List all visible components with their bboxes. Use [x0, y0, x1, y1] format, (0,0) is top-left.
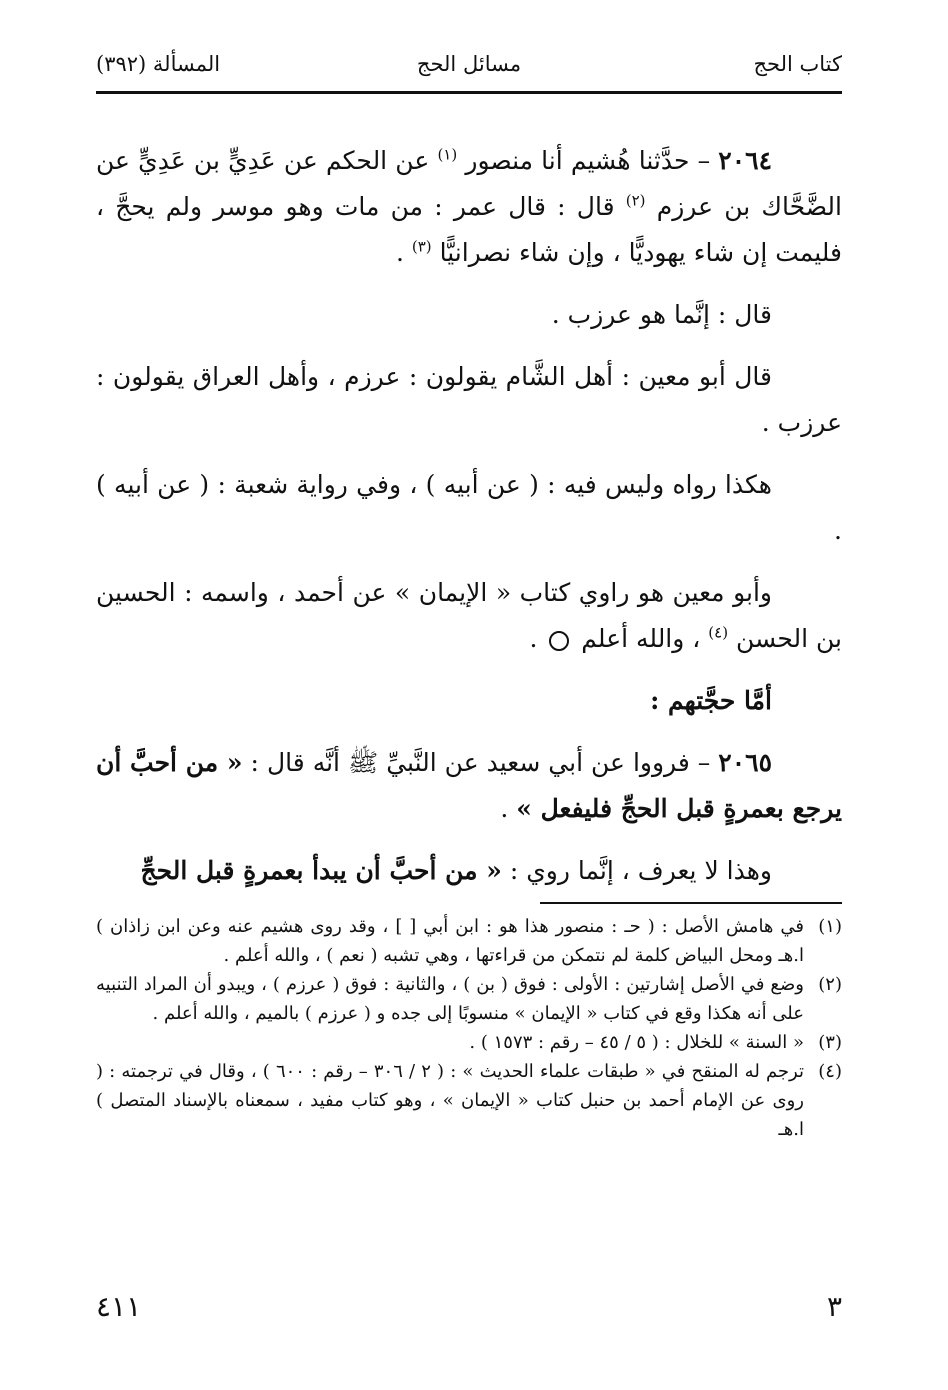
paragraph-text: . [500, 794, 517, 823]
paragraph: قال : إنَّما هو عرزب . [551, 300, 772, 329]
footnote-number: (٣) [818, 1032, 842, 1053]
footnote-ref-4[interactable]: (٤) [708, 623, 729, 642]
end-mark-icon [549, 631, 569, 651]
header-issue-number: المسألة (٣٩٢) [96, 52, 221, 76]
paragraph-abu-maeen [96, 570, 842, 662]
paragraph-text: وأبو معين هو راوي كتاب « الإيمان » عن أحمد ، واسمه : الحسين بن الحسن [96, 578, 842, 653]
paragraph-text: – حدَّثنا هُشيم أنا منصور [457, 146, 719, 175]
footnote-rule [540, 902, 842, 904]
header-book-title: كتاب الحج [753, 52, 842, 76]
paragraph-text: عن الحكم عن عَدِيٍّ بن عَدِيٍّ عن الضَّحَّاك بن عرزم [96, 146, 842, 221]
footnote-2 [96, 970, 842, 1028]
footnote-ref-2[interactable]: (٢) [625, 191, 646, 210]
footnote-text: ترجم له المنقح في « طبقات علماء الحديث » : ( ٢ / ٣٠٦ – رقم : ٦٠٠ ) ، وقال في ترجمته : ( روى عن الإمام أحمد بن حنبل كتاب « الإيمان » ، وهو كتاب مفيد ، سمعناه بالإسناد المتصل ) ا.هـ [96, 1061, 804, 1140]
paragraph: هكذا رواه وليس فيه : ( عن أبيه ) ، وفي رواية شعبة : ( عن أبيه ) . [96, 470, 842, 545]
paragraph-final [96, 848, 842, 894]
footnote-1 [96, 912, 842, 970]
header-chapter-title: مسائل الحج [416, 52, 522, 76]
footnote-number: (١) [818, 916, 842, 937]
page-number: ٤١١ [96, 1290, 142, 1323]
paragraph-2065 [96, 740, 842, 832]
header-rule [96, 91, 842, 94]
volume-number: ٣ [826, 1290, 842, 1323]
footnote-3 [96, 1028, 842, 1057]
paragraph-text: قال : قال عمر : من مات وهو موسر ولم يحجَّ ، فليمت إن شاء يهوديًّا ، وإن شاء نصرانيًّا [96, 192, 842, 267]
hadith-number: ٢٠٦٥ [718, 748, 772, 777]
main-text [96, 138, 842, 894]
footnote-number: (٤) [818, 1061, 842, 1082]
footnote-text: وضع في الأصل إشارتين : الأولى : فوق ( بن ) ، والثانية : فوق ( عرزم ) ، ويبدو أن المراد التنبيه على أنه هكذا وقع في كتاب « الإيمان » منسوبًا إلى جده و ( عرزم ) بالميم ، والله أعلم . [96, 974, 804, 1024]
footnote-ref-3[interactable]: (٣) [411, 237, 432, 256]
hadith-quote: « من أحبَّ أن يبدأ بعمرةٍ قبل الحجِّ [140, 856, 502, 885]
hadith-quote: « من أحبَّ أن يرجع بعمرةٍ قبل الحجِّ فليفعل » [96, 748, 842, 823]
paragraph-text: ، والله أعلم [573, 624, 709, 653]
hadith-number: ٢٠٦٤ [718, 146, 772, 175]
paragraph-2064 [96, 138, 842, 276]
paragraph-text: . [529, 624, 546, 653]
paragraph-text: – فرووا عن أبي سعيد عن النَّبيِّ ﷺ أنَّه قال : [242, 748, 719, 777]
page-footer [96, 1290, 842, 1330]
footnotes [96, 912, 842, 1144]
paragraph: قال أبو معين : أهل الشَّام يقولون : عرزم ، وأهل العراق يقولون : عرزب . [96, 362, 842, 437]
paragraph-text: . [395, 238, 412, 267]
section-heading: أمَّا حجَّتهم : [650, 686, 772, 715]
footnote-text: في هامش الأصل : ( حـ : منصور هذا هو : ابن أبي [ ] ، وقد روى هشيم عنه وعن ابن زاذان ) ا.هـ ومحل البياض كلمة لم نتمكن من قراءتها ، وهي تشبه ( نعم ) ، والله أعلم . [96, 916, 804, 966]
running-header [96, 48, 842, 88]
footnote-text: « السنة » للخلال : ( ٥ / ٤٥ – رقم : ١٥٧٣ ) . [469, 1032, 804, 1053]
footnote-4 [96, 1057, 842, 1144]
paragraph-text: وهذا لا يعرف ، إنَّما روي : [501, 856, 772, 885]
footnote-ref-1[interactable]: (١) [437, 145, 458, 164]
footnote-number: (٢) [818, 974, 842, 995]
